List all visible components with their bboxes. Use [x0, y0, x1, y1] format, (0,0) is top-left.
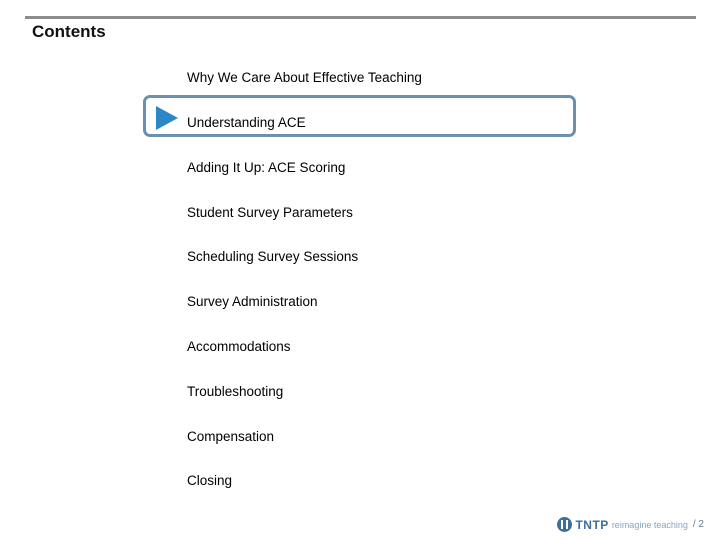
toc-item-why-we-care[interactable]: Why We Care About Effective Teaching [187, 70, 422, 85]
page-number: / 2 [692, 519, 704, 530]
toc-item-survey-parameters[interactable]: Student Survey Parameters [187, 205, 353, 220]
logo-tagline: reimagine teaching [611, 519, 688, 530]
logo-wordmark: TNTP [575, 517, 609, 532]
tntp-logo-icon [557, 517, 572, 532]
toc-item-accommodations[interactable]: Accommodations [187, 339, 291, 354]
page-title: Contents [32, 22, 106, 41]
toc-item-survey-administration[interactable]: Survey Administration [187, 294, 318, 309]
toc-item-understanding-ace[interactable]: Understanding ACE [187, 115, 306, 130]
footer [557, 517, 704, 532]
toc-item-compensation[interactable]: Compensation [187, 429, 275, 444]
toc-item-closing[interactable]: Closing [187, 473, 233, 488]
toc-item-troubleshooting[interactable]: Troubleshooting [187, 384, 284, 399]
toc-item-ace-scoring[interactable]: Adding It Up: ACE Scoring [187, 160, 346, 175]
toc-item-scheduling-sessions[interactable]: Scheduling Survey Sessions [187, 249, 359, 264]
play-arrow-icon [156, 106, 178, 130]
